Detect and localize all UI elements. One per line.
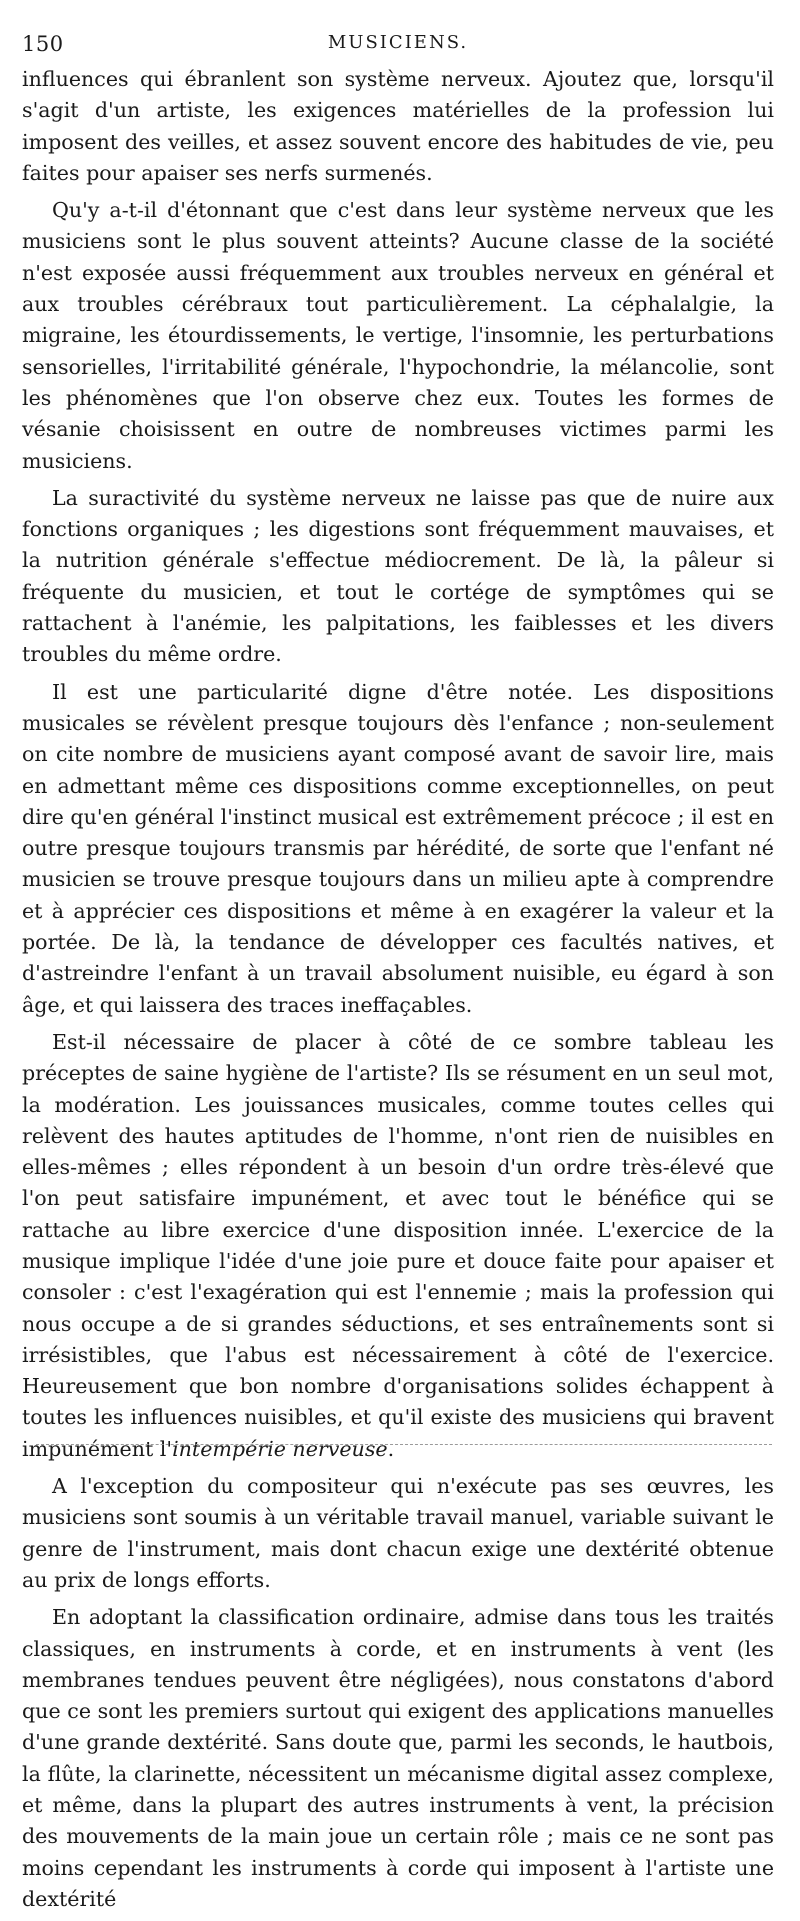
body-text (22, 64, 774, 1915)
footer-rule (36, 1444, 772, 1445)
paragraph-6: A l'exception du compositeur qui n'exécute pas ses œuvres, les musiciens sont soumis à un véritable travail manuel, variable suivant le genre de l'instrument, mais dont chacun exige une dextérité obtenue au prix de longs efforts. (22, 1474, 774, 1592)
paragraph-7: En adoptant la classification ordinaire, admise dans tous les traités classiques, en instruments à corde, et en instruments à vent (les membranes tendues peuvent être négligées), nous constatons d'abord que ce sont les premiers surtout qui exigent des applications manuelles d'une grande dextérité. Sans doute que, parmi les seconds, le hautbois, la flûte, la clarinette, nécessitent un mécanisme digital assez complexe, et même, dans la plupart des autres instruments à vent, la précision des mouvements de la main joue un certain rôle ; mais ce ne sont pas moins cependant les instruments à corde qui imposent à l'artiste une dextérité (22, 1605, 774, 1911)
paragraph-1: influences qui ébranlent son système nerveux. Ajoutez que, lorsqu'il s'agit d'un artiste, les exigences matérielles de la profession lui imposent des veilles, et assez souvent encore des habitudes de vie, peu faites pour apaiser ses nerfs surmenés. (22, 67, 774, 185)
emphasis-intemperie-nerveuse: intempérie nerveuse (172, 1436, 388, 1461)
paragraph-5-end: . (387, 1436, 395, 1461)
paragraph-5-text: Est-il nécessaire de placer à côté de ce sombre tableau les préceptes de saine hygiène de l'artiste? Ils se résument en un seul mot, la modération. Les jouissances musicales, comme toutes celles qui relèvent des hautes aptitudes de l'homme, n'ont rien de nuisibles en elles-mêmes ; elles répondent à un besoin d'un ordre très-élevé que l'on peut satisfaire impunément, et avec tout le bénéfice qui se rattache au libre exercice d'une disposition innée. L'exercice de la musique implique l'idée d'une joie pure et douce faite pour apaiser et consoler : c'est l'exagération qui est l'ennemie ; mais la profession qui nous occupe a de si grandes séductions, et ses entraînements sont si irrésistibles, que l'abus est nécessairement à côté de l'exercice. Heureusement que bon nombre d'organisations solides échappent à toutes les influences nuisibles, et qu'il existe des musiciens qui bravent impunément l' (22, 1029, 774, 1461)
running-title: MUSICIENS. (327, 32, 469, 53)
paragraph-5 (22, 1027, 774, 1465)
paragraph-2: Qu'y a-t-il d'étonnant que c'est dans leur système nerveux que les musiciens sont le plus souvent atteints? Aucune classe de la société n'est exposée aussi fréquemment aux troubles nerveux en général et aux troubles cérébraux tout particulièrement. La céphalalgie, la migraine, les étourdissements, le vertige, l'insomnie, les perturbations sensorielles, l'irritabilité générale, l'hypochondrie, la mélancolie, sont les phénomènes que l'on observe chez eux. Toutes les formes de vésanie choisissent en outre de nombreuses victimes parmi les musiciens. (22, 198, 774, 473)
book-page (22, 26, 774, 1921)
page-number: 150 (22, 32, 64, 56)
paragraph-4: Il est une particularité digne d'être notée. Les dispositions musicales se révèlent presque toujours dès l'enfance ; non-seulement on cite nombre de musiciens ayant composé avant de savoir lire, mais en admettant même ces dispositions comme exceptionnelles, on peut dire qu'en général l'instinct musical est extrêmement précoce ; il est en outre presque toujours transmis par hérédité, de sorte que l'enfant né musicien se trouve presque toujours dans un milieu apte à comprendre et à apprécier ces dispositions et même à en exagérer la valeur et la portée. De là, la tendance de développer ces facultés natives, et d'astreindre l'enfant à un travail absolument nuisible, eu égard à son âge, et qui laissera des traces ineffaçables. (22, 679, 774, 1017)
running-head (22, 26, 774, 60)
paragraph-3: La suractivité du système nerveux ne laisse pas que de nuire aux fonctions organiques ; les digestions sont fréquemment mauvaises, et la nutrition générale s'effectue médiocrement. De là, la pâleur si fréquente du musicien, et tout le cortége de symptômes qui se rattachent à l'anémie, les palpitations, les faiblesses et les divers troubles du même ordre. (22, 485, 774, 667)
